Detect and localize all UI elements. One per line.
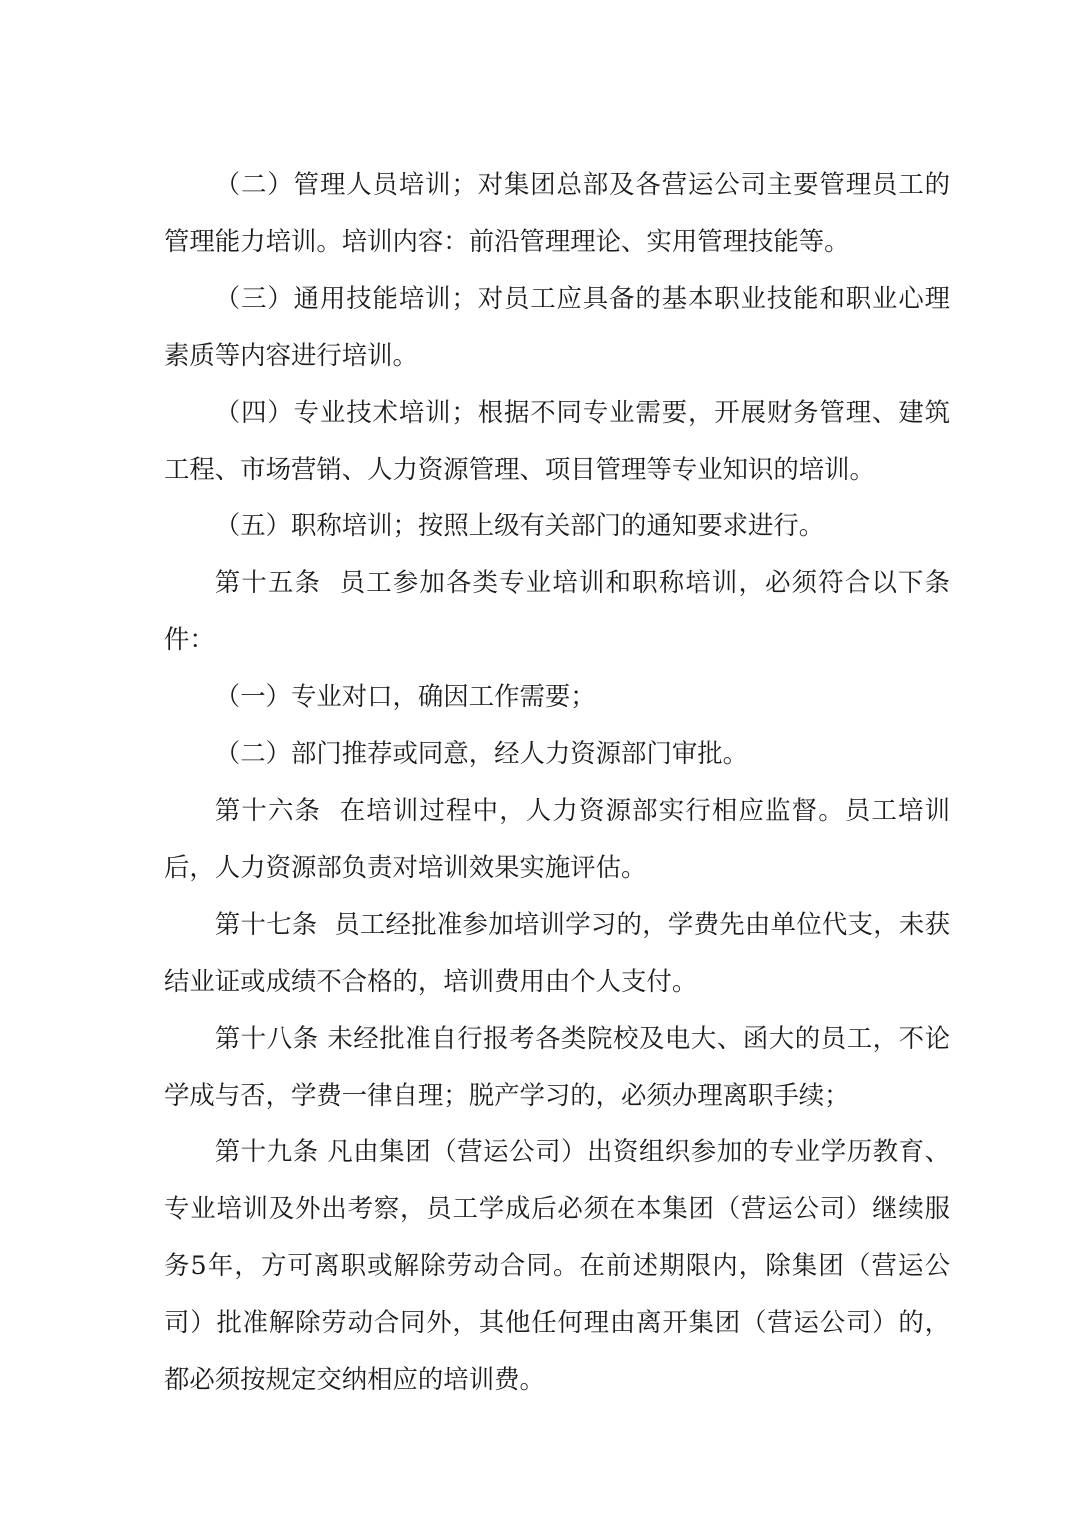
- article-number: 第十五条: [214, 567, 322, 598]
- article-19: [164, 1123, 950, 1408]
- article-15: [164, 554, 950, 668]
- article-text: 未经批准自行报考各类院校及电大、函大的员工，不论学成与否，学费一律自理；脱产学习的，必须办理离职手续；: [164, 1022, 950, 1110]
- paragraph-text: （二）部门推荐或同意，经人力资源部门审批。: [214, 738, 748, 769]
- article-text: 员工参加各类专业培训和职称培训，必须符合以下条件：: [164, 567, 951, 655]
- article-number: 第十八条: [214, 1022, 319, 1053]
- article-text: 凡由集团（营运公司）出资组织参加的专业学历教育、专业培训及外出考察，员工学成后必须在本集团（营运公司）继续服务5年，方可离职或解除劳动合同。在前述期限内，除集团（营运公司）批准解除劳动合同外，其他任何理由离开集团（营运公司）的，都必须按规定交纳相应的培训费。: [164, 1136, 950, 1395]
- article-number: 第十九条: [214, 1136, 319, 1167]
- document-body: [164, 156, 950, 1408]
- paragraph-text: （二）管理人员培训；对集团总部及各营运公司主要管理员工的管理能力培训。培训内容：前沿管理理论、实用管理技能等。: [164, 169, 950, 256]
- article-18: [164, 1010, 950, 1124]
- paragraph-technical-training: [164, 384, 950, 498]
- paragraph-text: （三）通用技能培训；对员工应具备的基本职业技能和职业心理素质等内容进行培训。: [164, 282, 950, 370]
- article-number: 第十七条: [214, 908, 318, 939]
- article-text: 员工经批准参加培训学习的，学费先由单位代支，未获结业证或成绩不合格的，培训费用由个人支付。: [164, 908, 950, 996]
- paragraph-text: （四）专业技术培训；根据不同专业需要，开展财务管理、建筑工程、市场营销、人力资源管理、项目管理等专业知识的培训。: [164, 396, 950, 484]
- paragraph-management-training: [164, 156, 950, 270]
- paragraph-text: （五）职称培训；按照上级有关部门的通知要求进行。: [214, 510, 825, 541]
- paragraph-title-training: [164, 497, 950, 554]
- article-number: 第十六条: [214, 794, 322, 825]
- paragraph-general-skills-training: [164, 270, 950, 384]
- article-17: [164, 896, 950, 1010]
- paragraph-condition-1: [164, 668, 950, 725]
- paragraph-text: （一）专业对口，确因工作需要；: [214, 681, 596, 712]
- paragraph-condition-2: [164, 725, 950, 782]
- article-16: [164, 782, 950, 896]
- article-text: 在培训过程中，人力资源部实行相应监督。员工培训后，人力资源部负责对培训效果实施评估。: [164, 794, 951, 882]
